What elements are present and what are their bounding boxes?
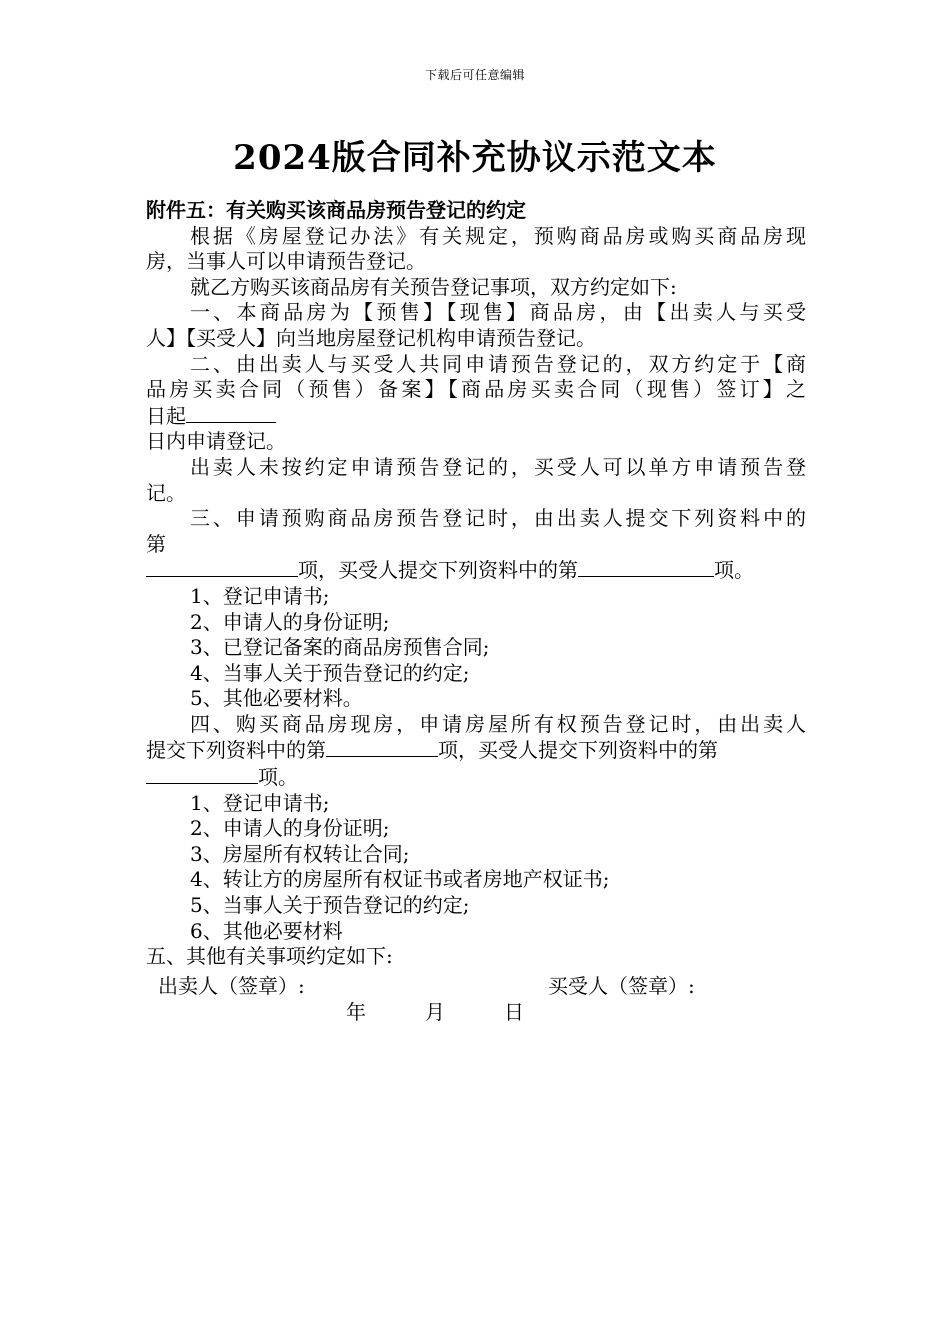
document-body [146,198,806,970]
clause-2-line: 日内申请登记。 [146,429,286,454]
clause-3-text: 项。 [714,558,754,583]
attachment-heading: 附件五：有关购买该商品房预告登记的约定 [146,198,526,222]
clause-4-line [146,737,806,764]
list-item: 1、登记申请书; [190,790,330,815]
buyer-signature-label: 买受人（签章）: [548,974,695,998]
paragraph-line: 房，当事人可以申请预告登记。 [146,249,426,274]
clause-3-line [146,557,806,584]
clause-2-line: 二、由出卖人与买受人共同申请预告登记的，双方约定于【商 [190,351,806,376]
clause-4-line: 四、购买商品房现房，申请房屋所有权预告登记时，由出卖人 [190,711,806,736]
seller-signature-label: 出卖人（签章）: [158,974,305,998]
clause-1-line: 人】【买受人】向当地房屋登记机构申请预告登记。 [146,325,596,350]
list-item: 2、申请人的身份证明; [190,816,390,841]
signature-row [0,970,950,1000]
list-item: 5、其他必要材料。 [190,686,363,711]
list-item: 1、登记申请书; [190,583,330,608]
list-item: 4、当事人关于预告登记的约定; [190,660,470,685]
clause-2-line: 品房买卖合同（预售）备案】【商品房买卖合同（现售）签订】之 [146,377,806,402]
fill-in-blank [326,737,438,757]
clause-3-line: 三、申请预购商品房预告登记时，由出卖人提交下列资料中的 [190,506,806,531]
clause-2b-line: 记。 [146,480,186,505]
clause-5-line: 五、其他有关事项约定如下: [146,944,393,969]
paragraph-line: 根据《房屋登记办法》有关规定，预购商品房或购买商品房现 [190,223,806,248]
date-month-label: 月 [425,1000,445,1024]
fill-in-blank [146,557,298,577]
list-item: 6、其他必要材料 [190,918,343,943]
clause-4-text: 项，买受人提交下列资料中的第 [438,738,718,763]
document-title: 2024版合同补充协议示范文本 [233,138,717,178]
date-year-label: 年 [346,1000,366,1024]
clause-4-text: 项。 [258,765,298,790]
clause-2b-line: 出卖人未按约定申请预告登记的，买受人可以单方申请预告登 [190,454,806,479]
list-item: 4、转让方的房屋所有权证书或者房地产权证书; [190,867,610,892]
list-item: 3、已登记备案的商品房预售合同; [190,635,490,660]
page-header-note: 下载后可任意编辑 [424,68,525,82]
list-item: 2、申请人的身份证明; [190,609,390,634]
fill-in-blank [578,557,714,577]
clause-3-text: 项，买受人提交下列资料中的第 [298,558,578,583]
fill-in-blank [146,764,258,784]
fill-in-blank [186,403,276,423]
list-item: 5、当事人关于预告登记的约定; [190,893,470,918]
clause-4-line [146,764,806,791]
paragraph-line: 就乙方购买该商品房有关预告登记事项，双方约定如下: [190,274,677,299]
clause-2-line [146,403,806,430]
clause-2-text: 日起 [146,403,186,428]
clause-3-line: 第 [146,531,166,556]
list-item: 3、房屋所有权转让合同; [190,841,410,866]
date-day-label: 日 [504,1000,524,1024]
clause-1-line: 一、本商品房为【预售】【现售】商品房，由【出卖人与买受 [190,300,806,325]
clause-4-text: 提交下列资料中的第 [146,738,326,763]
